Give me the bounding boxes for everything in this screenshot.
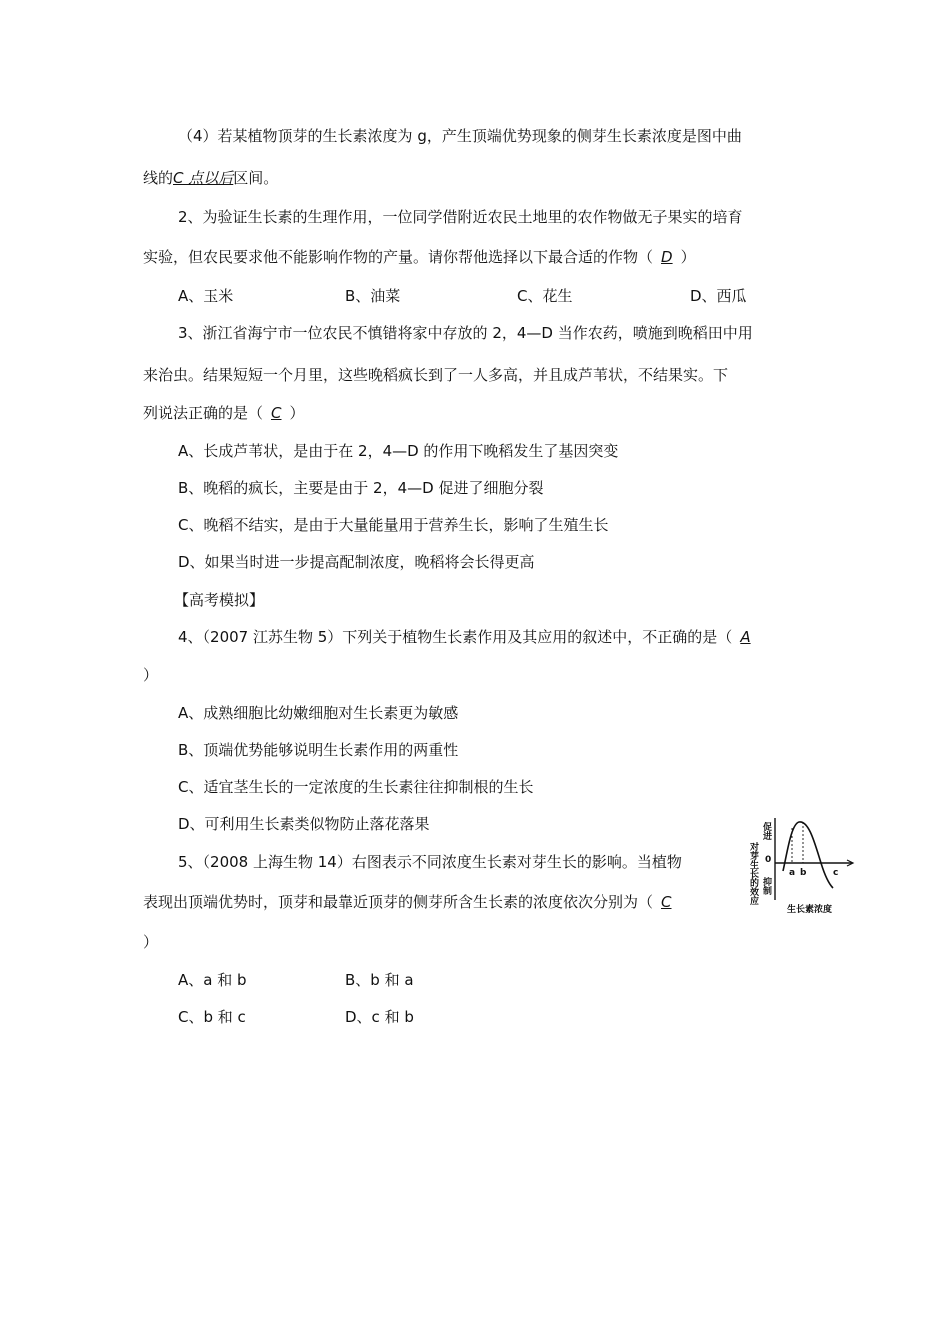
- q3-answer: C: [271, 404, 282, 422]
- q3-option-d: D、如果当时进一步提高配制浓度，晚稻将会长得更高: [178, 553, 535, 571]
- figure-point-c: c: [833, 868, 839, 878]
- q5-option-c: C、b 和 c: [178, 1008, 246, 1026]
- figure-y-top: 促进: [761, 822, 771, 840]
- q4-option-a: A、成熟细胞比幼嫩细胞对生长素更为敏感: [178, 704, 459, 722]
- q3-line-1: 3、浙江省海宁市一位农民不慎错将家中存放的 2，4—D 当作农药，喷施到晚稻田中用: [178, 324, 753, 342]
- figure-origin: 0: [765, 855, 772, 865]
- section-title: 【高考模拟】: [174, 591, 265, 609]
- q2-option-d: D、西瓜: [690, 287, 747, 305]
- q4-option-b: B、顶端优势能够说明生长素作用的两重性: [178, 741, 459, 759]
- q5-text: 表现出顶端优势时，顶芽和最靠近顶芽的侧芽所含生长素的浓度依次分别为（: [143, 893, 654, 911]
- q3-line-3: [143, 402, 305, 424]
- figure-curve: [783, 822, 833, 888]
- q3-option-c: C、晚稻不结实，是由于大量能量用于营养生长，影响了生殖生长: [178, 516, 609, 534]
- q2-line-1: 2、为验证生长素的生理作用，一位同学借附近农民土地里的农作物做无子果实的培育: [178, 208, 743, 226]
- q4-line-1: [178, 626, 751, 648]
- q3-text: 列说法正确的是（: [143, 404, 264, 422]
- q5-answer: C: [661, 893, 672, 911]
- q5-option-a: A、a 和 b: [178, 971, 247, 989]
- q2-option-a: A、玉米: [178, 287, 234, 305]
- q4-option-d: D、可利用生长素类似物防止落花落果: [178, 815, 430, 833]
- q4-text: 4、（2007 江苏生物 5）下列关于植物生长素作用及其应用的叙述中，不正确的是（: [178, 628, 733, 646]
- q4-line-2: ）: [143, 666, 159, 684]
- q3-line-2: 来治虫。结果短短一个月里，这些晚稻疯长到了一人多高，并且成芦苇状，不结果实。下: [143, 366, 729, 384]
- q4-answer: A: [740, 628, 751, 646]
- q5-line-3: ）: [143, 933, 159, 951]
- q4-option-c: C、适宜茎生长的一定浓度的生长素往往抑制根的生长: [178, 778, 534, 796]
- figure-x-label: 生长素浓度: [787, 905, 833, 915]
- q5-line-2: [143, 891, 672, 913]
- figure-y-label: 对芽生长的效应: [748, 842, 758, 905]
- q4-part-answer: C 点以后: [173, 169, 234, 187]
- figure-y-bottom: 抑制: [761, 877, 771, 895]
- q2-line-2: [143, 246, 696, 268]
- q3-option-a: A、长成芦苇状，是由于在 2，4—D 的作用下晚稻发生了基因突变: [178, 442, 619, 460]
- q4-part-text-post: 区间。: [233, 169, 279, 187]
- q2-option-c: C、花生: [517, 287, 573, 305]
- figure-point-a: a: [789, 868, 796, 878]
- q3-option-b: B、晚稻的疯长，主要是由于 2，4—D 促进了细胞分裂: [178, 479, 544, 497]
- q2-close-paren: ）: [680, 248, 696, 266]
- q2-option-b: B、油菜: [345, 287, 401, 305]
- auxin-effect-figure: [747, 814, 857, 926]
- auxin-effect-graph: [747, 814, 857, 926]
- q3-close-paren: ）: [289, 404, 305, 422]
- q4-part-line-2: [143, 167, 278, 189]
- figure-point-b: b: [800, 868, 807, 878]
- q2-text: 实验，但农民要求他不能影响作物的产量。请你帮他选择以下最合适的作物（: [143, 248, 654, 266]
- q4-part-line-1: （4）若某植物顶芽的生长素浓度为 g，产生顶端优势现象的侧芽生长素浓度是图中曲: [178, 127, 742, 145]
- q5-option-b: B、b 和 a: [345, 971, 414, 989]
- q5-option-d: D、c 和 b: [345, 1008, 414, 1026]
- q2-answer: D: [661, 248, 673, 266]
- q4-part-text-pre: 线的: [143, 169, 174, 187]
- q5-line-1: 5、（2008 上海生物 14）右图表示不同浓度生长素对芽生长的影响。当植物: [178, 853, 682, 871]
